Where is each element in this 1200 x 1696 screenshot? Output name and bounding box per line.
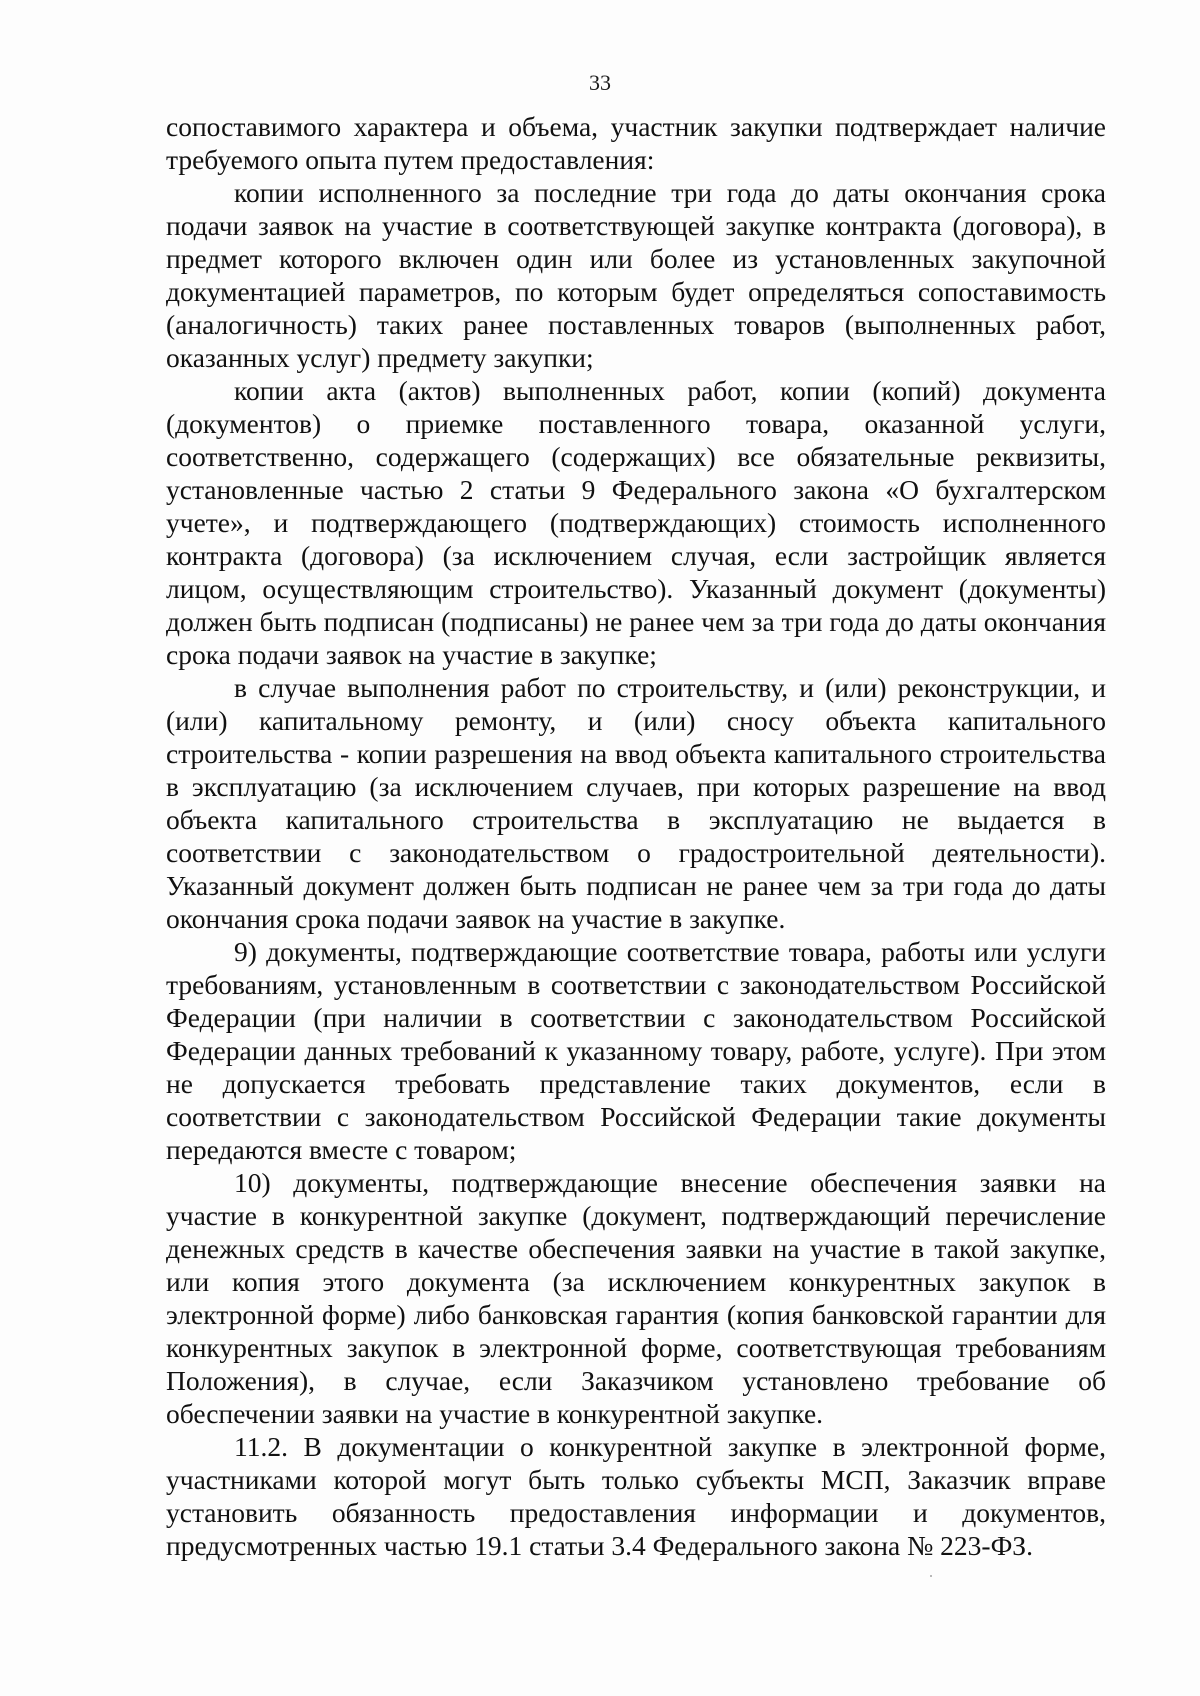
page-number: 33 bbox=[589, 70, 611, 95]
paragraph-contract-copies: копии исполненного за последние три года до даты окончания срока подачи заявок на участие в соответствующей закупке контракта (договора), в предмет которого включен один или более из установленных закупочной документацией параметров, по которым будет определяться сопоставимость (аналогичность) таких ранее поставленных товаров (выполненных работ, оказанных услуг) предмету закупки; bbox=[166, 177, 1106, 373]
paragraph-item-9: 9) документы, подтверждающие соответствие товара, работы или услуги требованиям, установленным в соответствии с законодательством Российской Федерации (при наличии в соответствии с законодательством Российской Федерации данных требований к указанному товару, работе, услуге). При этом не допускается требовать представление таких документов, если в соответствии с законодательством Российской Федерации такие документы передаются вместе с товаром; bbox=[166, 936, 1106, 1165]
document-body bbox=[166, 110, 1106, 1562]
scan-speck bbox=[930, 1575, 932, 1577]
paragraph-item-10: 10) документы, подтверждающие внесение обеспечения заявки на участие в конкурентной закупке (документ, подтверждающий перечисление денежных средств в качестве обеспечения заявки на участие в такой закупке, или копия этого документа (за исключением конкурентных закупок в электронной форме) либо банковская гарантия (копия банковской гарантии для конкурентных закупок в электронной форме, соответствующая требованиям Положения), в случае, если Заказчиком установлено требование об обеспечении заявки на участие в конкурентной закупке. bbox=[166, 1167, 1106, 1429]
paragraph-section-11-2: 11.2. В документации о конкурентной закупке в электронной форме, участниками которой могут быть только субъекты МСП, Заказчик вправе установить обязанность предоставления информации и документов, предусмотренных частью 19.1 статьи 3.4 Федерального закона № 223-ФЗ. bbox=[166, 1431, 1106, 1561]
paragraph-construction-permits: в случае выполнения работ по строительству, и (или) реконструкции, и (или) капитальному ремонту, и (или) сносу объекта капитального строительства - копии разрешения на ввод объекта капитального строительства в эксплуатацию (за исключением случаев, при которых разрешение на ввод объекта капитального строительства в эксплуатацию не выдается в соответствии с законодательством о градостроительной деятельности). Указанный документ должен быть подписан не ранее чем за три года до даты окончания срока подачи заявок на участие в закупке. bbox=[166, 672, 1106, 934]
paragraph-acceptance-acts: копии акта (актов) выполненных работ, копии (копий) документа (документов) о приемке поставленного товара, оказанной услуги, соответственно, содержащего (содержащих) все обязательные реквизиты, установленные частью 2 статьи 9 Федерального закона «О бухгалтерском учете», и подтверждающего (подтверждающих) стоимость исполненного контракта (договора) (за исключением случая, если застройщик является лицом, осуществляющим строительство). Указанный документ (документы) должен быть подписан (подписаны) не ранее чем за три года до даты окончания срока подачи заявок на участие в закупке; bbox=[166, 375, 1106, 670]
paragraph-continuation: сопоставимого характера и объема, участник закупки подтверждает наличие требуемого опыта путем предоставления: bbox=[166, 111, 1106, 175]
